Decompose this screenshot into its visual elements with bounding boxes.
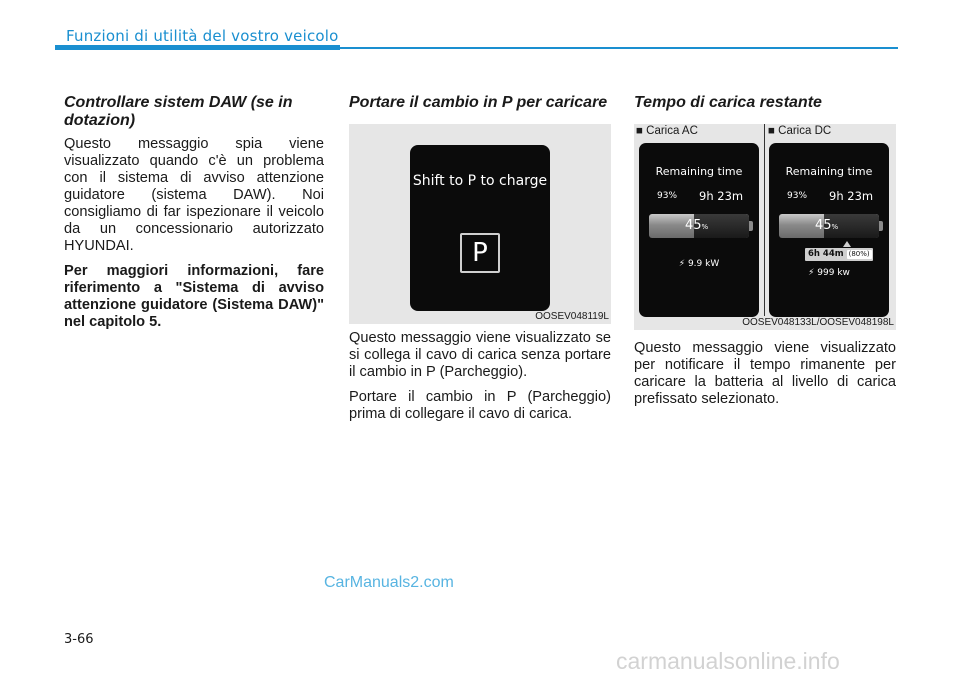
ac-remaining-title: Remaining time — [655, 165, 743, 178]
dc-display — [769, 143, 889, 317]
ac-remaining-time: 9h 23m — [699, 189, 744, 203]
shift-message: Shift to P to charge — [412, 173, 548, 189]
ac-display — [639, 143, 759, 317]
figure-code: OOSEV048119L — [535, 311, 609, 322]
dc-remaining-time: 9h 23m — [829, 189, 874, 203]
section-title-shift-to-p: Portare il cambio in P per caricare — [349, 94, 608, 111]
dc-target-percent: 93% — [787, 191, 808, 201]
chapter-title: Funzioni di utilità del vostro veicolo — [66, 27, 339, 45]
gear-p-indicator: P — [460, 233, 500, 273]
ac-battery-percent: 45% — [685, 218, 709, 233]
cluster-display — [410, 145, 550, 311]
label-ac-charging: ■ Carica AC — [636, 125, 698, 137]
ac-battery-tip — [749, 221, 753, 231]
footer-site-watermark: carmanualsonline.info — [616, 648, 840, 674]
ac-charging-power: ⚡ 9.9 kW — [678, 259, 720, 269]
figure-remaining-time — [634, 124, 896, 330]
dc-target-time: 6h 44m (80%) — [805, 248, 873, 261]
section-title-remaining-time: Tempo di carica restante — [634, 94, 822, 111]
section-title-daw: Controllare sistem DAW (se in dotazion) — [64, 94, 293, 129]
column-daw — [64, 94, 324, 339]
shift-paragraph-2: Portare il cambio in P (Parcheggio) prima di collegare il cavo di carica. — [349, 389, 611, 422]
daw-paragraph: Questo messaggio spia viene visualizzato quando c'è un problema con il sistema di avviso attenzione guidatore (sistema DAW). Noi consigliamo di far ispezionare il veicolo da un concessionario autorizzato HYUNDAI. — [64, 136, 324, 254]
column-remaining-time — [634, 94, 896, 416]
header-accent-bar — [55, 45, 340, 50]
dc-battery-tip — [879, 221, 883, 231]
dc-remaining-title: Remaining time — [785, 165, 873, 178]
figure-divider — [764, 124, 765, 316]
dc-charging-power: ⚡ 999 kw — [808, 268, 850, 278]
dc-battery-percent: 45% — [815, 218, 839, 233]
daw-reference-paragraph: Per maggiori informazioni, fare riferimento a "Sistema di avviso attenzione guidatore (Sistema DAW)" nel capitolo 5. — [64, 263, 324, 330]
watermark-link[interactable]: CarManuals2.com — [324, 574, 454, 591]
column-shift-to-p — [349, 94, 611, 431]
shift-paragraph-1: Questo messaggio viene visualizzato se si collega il cavo di carica senza portare il cambio in P (Parcheggio). — [349, 330, 611, 380]
figure-shift-to-p — [349, 124, 611, 324]
ac-target-percent: 93% — [657, 191, 678, 201]
remaining-time-paragraph: Questo messaggio viene visualizzato per notificare il tempo rimanente per caricare la batteria al livello di carica prefissato selezionato. — [634, 340, 896, 407]
label-dc-charging: ■ Carica DC — [768, 125, 832, 137]
page-number: 3-66 — [64, 632, 94, 647]
figure-code: OOSEV048133L/OOSEV048198L — [742, 317, 894, 328]
header-rule — [340, 47, 898, 49]
dc-target-marker-icon — [843, 241, 851, 247]
